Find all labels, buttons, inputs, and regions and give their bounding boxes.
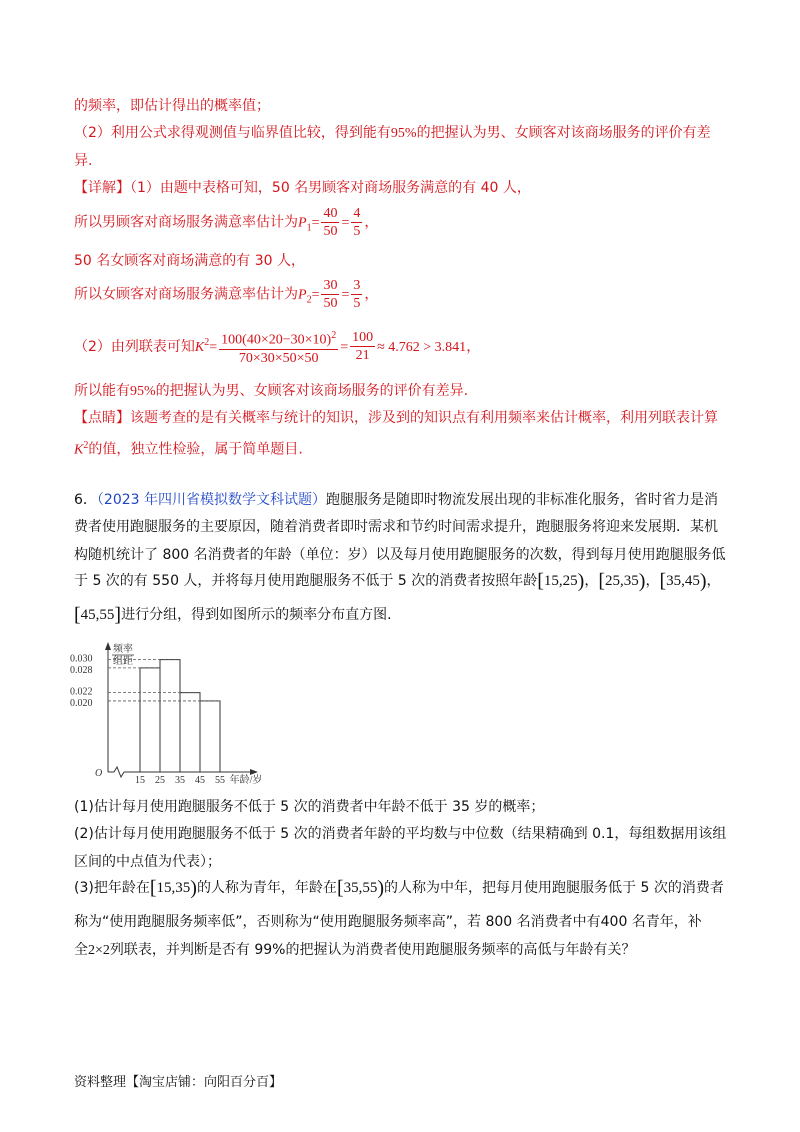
comment-tag: 【点睛】	[74, 410, 130, 426]
detail-line-4	[74, 277, 378, 312]
solution-text: （2）由列联表可知	[74, 338, 195, 355]
footer	[74, 1073, 282, 1093]
solution-text: 的频率，即估计得出的概率值；	[74, 98, 270, 114]
solution-line-2	[74, 123, 711, 144]
question-text: 称为“使用跑腿服务频率低”，否则称为“使用跑腿服务频率高”，若 800 名消费者中有400 名青年，补	[74, 914, 702, 930]
problem-text: 进行分组，得到如图所示的频率分布直方图.	[121, 607, 392, 623]
question-text: 列联表，并判断是否有 99%的把握认为消费者使用跑腿服务频率的高低与年龄有关？	[109, 942, 636, 958]
y-tick-label: 0.030	[70, 653, 93, 665]
percent-value: 95%	[130, 384, 156, 399]
p1-subscript: 1	[306, 222, 312, 234]
solution-text: 所以女顾客对商场服务满意率估计为	[74, 286, 298, 303]
question-3b	[74, 912, 702, 932]
solution-text: 的把握认为男、女顾客对该商场服务的评价有差	[416, 125, 711, 141]
histogram-bar	[160, 660, 180, 772]
question-2a	[74, 824, 726, 844]
equals: =	[311, 287, 320, 303]
origin-label: O	[95, 768, 103, 779]
question-text: (3)把年龄在	[74, 880, 150, 896]
x-tick-label: 35	[175, 775, 185, 786]
footer-text: 资料整理【淘宝店铺：向阳百分百】	[74, 1075, 283, 1090]
y-label-bottom: 组距	[113, 656, 133, 667]
problem-number: 6．	[74, 492, 97, 508]
solution-text: 所以能有	[74, 383, 130, 399]
solution-text: （1）由题中表格可知，50 名男顾客对商场服务满意的有 40 人，	[130, 180, 531, 196]
k-superscript: 2	[204, 337, 210, 349]
problem-text: 构随机统计了 800 名消费者的年龄（单位：岁）以及每月使用跑腿服务的次数，得到每月使用跑腿服务低	[74, 547, 726, 563]
solution-text: （2）利用公式求得观测值与临界值比较，得到能有	[74, 125, 391, 141]
histogram-bar	[200, 701, 220, 772]
interval-15-35: [15,35)	[149, 877, 197, 899]
question-text: 全	[74, 942, 88, 958]
y-tick-label: 0.022	[70, 686, 93, 698]
problem-text: 费者使用跑腿服务的主要原因，随着消费者即时需求和节约时间需求提升，跑腿服务将迎来发展期．某机	[74, 519, 718, 535]
question-text: 的人称为中年，把每月使用跑腿服务低于 5 次的消费者	[384, 880, 724, 896]
problem-source: （2023 年四川省模拟数学文科试题）	[96, 492, 327, 508]
k-superscript: 2	[83, 440, 89, 451]
solution-text: 该题考查的是有关概率与统计的知识，涉及到的知识点有利用频率来估计概率，利用列联表计算	[130, 410, 718, 426]
equals: =	[341, 287, 350, 303]
interval-35-45: [35,45)	[659, 570, 707, 592]
axis-break	[114, 767, 124, 777]
question-text: (1)估计每月使用跑腿服务不低于 5 次的消费者中年龄不低于 35 岁的概率；	[74, 799, 545, 815]
problem-line-5	[74, 605, 392, 625]
problem-text: 跑腿服务是随即时物流发展出现的非标准化服务，省时省力是消	[326, 492, 719, 508]
interval-15-25: [15,25)	[537, 570, 585, 592]
interval-35-55: [35,55)	[336, 877, 385, 899]
solution-line-1	[74, 96, 270, 116]
y-axis-arrow	[105, 642, 111, 650]
problem-line-2	[74, 517, 718, 537]
question-text: (2)估计每月使用跑腿服务不低于 5 次的消费者年龄的平均数与中位数（结果精确到 0.1，每组数据用该组	[74, 826, 727, 842]
x-tick-label: 55	[215, 775, 225, 786]
equals: =	[311, 215, 320, 231]
comma: ，	[364, 286, 379, 303]
solution-text: 所以男顾客对商场服务满意率估计为	[74, 214, 298, 231]
y-tick-label: 0.028	[70, 664, 93, 676]
detail-tag: 【详解】	[74, 180, 130, 196]
y-tick-label: 0.020	[70, 697, 93, 709]
x-tick-label: 45	[195, 775, 205, 786]
comment-line-1	[74, 408, 718, 428]
comma: ，	[364, 214, 379, 231]
fraction-3-5: $\frac{3}{5}$	[353, 278, 361, 311]
x-axis-label: 年龄/岁	[229, 775, 263, 786]
solution-line-3	[74, 151, 92, 171]
question-3c	[74, 940, 635, 961]
fraction-30-50: $\frac{30}{50}$	[323, 278, 338, 311]
x-tick-label: 15	[135, 775, 145, 786]
solution-text: 的值，独立性检验，属于简单题目.	[88, 441, 303, 458]
equals: =	[340, 339, 349, 355]
solution-text: 50 名女顾客对商场满意的有 30 人，	[74, 253, 305, 269]
solution-text: 异.	[74, 153, 93, 169]
interval-25-35: [25,35)	[598, 570, 646, 592]
x-tick-label: 25	[155, 775, 165, 786]
k-symbol: K	[194, 339, 205, 355]
k-result: ≈ 4.762 > 3.841	[377, 339, 467, 355]
p2-subscript: 2	[306, 294, 312, 306]
question-2b	[74, 852, 221, 872]
histogram-bar	[180, 693, 200, 772]
fraction-4-5: $\frac{4}{5}$	[353, 206, 361, 239]
comma: ，	[466, 338, 481, 355]
percent-value: 95%	[390, 126, 417, 141]
problem-line-1	[74, 490, 718, 510]
table-size: 2×2	[88, 943, 110, 958]
p1-symbol: P	[298, 215, 307, 231]
problem-text: 于 5 次的有 550 人，并将每月使用跑腿服务不低于 5 次的消费者按照年龄	[74, 573, 538, 589]
detail-line-3	[74, 251, 305, 271]
question-1	[74, 797, 544, 817]
equals: =	[209, 339, 218, 355]
detail-line-6	[74, 381, 468, 402]
y-label-top: 频率	[113, 644, 133, 655]
equals: =	[341, 215, 350, 231]
histogram-bar	[140, 668, 160, 772]
question-text: 区间的中点值为代表）；	[74, 854, 221, 870]
p2-symbol: P	[298, 287, 307, 303]
k-squared-fraction: $\frac{100(40\times 20-30\times 10)^2}{70\times 30\times 50\times 50}$	[219, 327, 338, 367]
detail-line-2	[74, 205, 378, 240]
problem-line-3	[74, 545, 726, 565]
detail-line-1	[74, 178, 531, 198]
fraction-100-21: $\frac{100}{21}$	[352, 330, 374, 364]
question-text: 的人称为青年，年龄在	[196, 880, 337, 896]
k-symbol: K	[74, 442, 84, 458]
solution-text: 的把握认为男、女顾客对该商场服务的评价有差异.	[155, 383, 469, 399]
question-3a	[74, 878, 724, 898]
problem-line-4: 于 5 次的有 550 人，并将每月使用跑腿服务不低于 5 次的消费者按照年龄[15,25)，[25,35)，[35,45)，	[74, 570, 721, 592]
fraction-40-50: $\frac{40}{50}$	[323, 206, 338, 239]
comment-line-2	[74, 436, 303, 461]
detail-line-5	[74, 327, 480, 367]
frequency-histogram	[68, 638, 278, 788]
interval-45-55: [45,55]	[74, 604, 122, 626]
